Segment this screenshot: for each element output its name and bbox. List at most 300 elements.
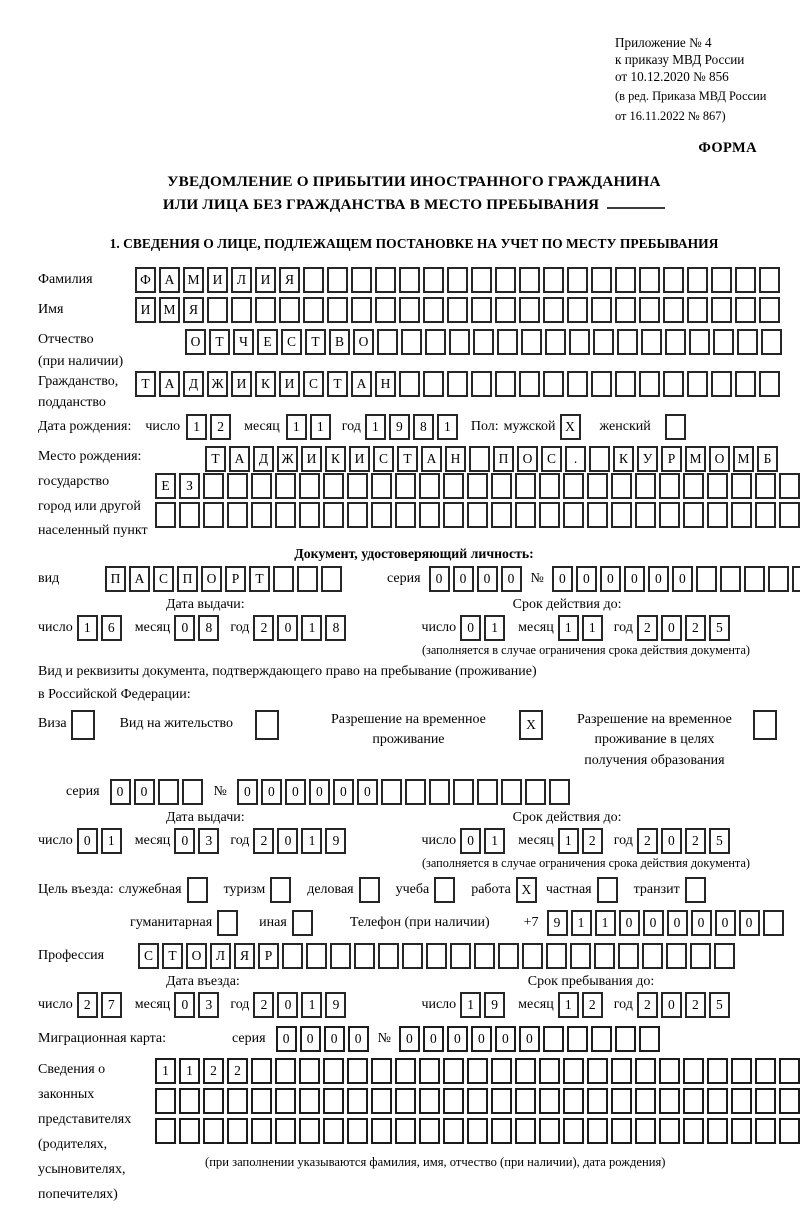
form-cell[interactable]: 0 — [277, 992, 298, 1018]
form-cell[interactable] — [443, 473, 464, 499]
form-cell[interactable]: 1 — [571, 910, 592, 936]
form-cell[interactable] — [251, 1118, 272, 1144]
form-cell[interactable]: Т — [209, 329, 230, 355]
form-cell[interactable] — [635, 502, 656, 528]
form-cell[interactable]: 0 — [600, 566, 621, 592]
form-cell[interactable] — [549, 779, 570, 805]
form-cell[interactable] — [687, 297, 708, 323]
form-cell[interactable] — [744, 566, 765, 592]
form-cell[interactable] — [155, 1088, 176, 1114]
form-cell[interactable]: X — [560, 414, 581, 440]
form-cell[interactable] — [589, 446, 610, 472]
form-cell[interactable] — [347, 1118, 368, 1144]
form-cell[interactable] — [591, 371, 612, 397]
form-cell[interactable] — [543, 1026, 564, 1052]
form-cell[interactable] — [563, 502, 584, 528]
form-cell[interactable] — [639, 371, 660, 397]
form-cell[interactable]: К — [613, 446, 634, 472]
form-cell[interactable] — [182, 779, 203, 805]
form-cell[interactable] — [419, 1088, 440, 1114]
form-cell[interactable]: X — [516, 877, 537, 903]
form-cell[interactable]: 0 — [624, 566, 645, 592]
form-cell[interactable] — [731, 473, 752, 499]
form-cell[interactable] — [563, 473, 584, 499]
form-cell[interactable] — [714, 943, 735, 969]
form-cell[interactable]: Я — [279, 267, 300, 293]
form-cell[interactable] — [299, 1088, 320, 1114]
form-cell[interactable] — [567, 267, 588, 293]
form-cell[interactable]: 1 — [301, 992, 322, 1018]
form-cell[interactable] — [303, 267, 324, 293]
form-cell[interactable] — [683, 473, 704, 499]
form-cell[interactable] — [755, 502, 776, 528]
form-cell[interactable]: У — [637, 446, 658, 472]
form-cell[interactable]: 0 — [501, 566, 522, 592]
form-cell[interactable] — [519, 267, 540, 293]
form-cell[interactable]: А — [351, 371, 372, 397]
form-cell[interactable] — [251, 473, 272, 499]
form-cell[interactable] — [273, 566, 294, 592]
form-cell[interactable] — [663, 297, 684, 323]
form-cell[interactable] — [519, 371, 540, 397]
form-cell[interactable] — [779, 1058, 800, 1084]
form-cell[interactable]: 0 — [619, 910, 640, 936]
form-cell[interactable] — [639, 1026, 660, 1052]
form-cell[interactable]: . — [565, 446, 586, 472]
form-cell[interactable]: 0 — [648, 566, 669, 592]
form-cell[interactable] — [449, 329, 470, 355]
form-cell[interactable] — [792, 566, 800, 592]
form-cell[interactable]: 2 — [253, 992, 274, 1018]
form-cell[interactable] — [755, 1058, 776, 1084]
form-cell[interactable]: 1 — [301, 615, 322, 641]
form-cell[interactable]: 1 — [301, 828, 322, 854]
form-cell[interactable] — [434, 877, 455, 903]
form-cell[interactable] — [471, 297, 492, 323]
form-cell[interactable] — [203, 473, 224, 499]
form-cell[interactable] — [275, 473, 296, 499]
form-cell[interactable] — [419, 502, 440, 528]
form-cell[interactable]: 1 — [179, 1058, 200, 1084]
form-cell[interactable] — [395, 1088, 416, 1114]
form-cell[interactable]: Р — [661, 446, 682, 472]
form-cell[interactable]: 0 — [237, 779, 258, 805]
form-cell[interactable]: Н — [445, 446, 466, 472]
form-cell[interactable] — [659, 1118, 680, 1144]
form-cell[interactable] — [474, 943, 495, 969]
form-cell[interactable]: 0 — [77, 828, 98, 854]
form-cell[interactable] — [587, 502, 608, 528]
form-cell[interactable] — [642, 943, 663, 969]
form-cell[interactable] — [371, 1118, 392, 1144]
form-cell[interactable]: 0 — [324, 1026, 345, 1052]
form-cell[interactable] — [299, 473, 320, 499]
form-cell[interactable]: М — [159, 297, 180, 323]
form-cell[interactable] — [567, 371, 588, 397]
form-cell[interactable] — [759, 371, 780, 397]
form-cell[interactable]: 5 — [709, 615, 730, 641]
form-cell[interactable] — [299, 1118, 320, 1144]
form-cell[interactable] — [539, 1088, 560, 1114]
form-cell[interactable]: Ж — [277, 446, 298, 472]
form-cell[interactable]: С — [138, 943, 159, 969]
form-cell[interactable] — [447, 297, 468, 323]
form-cell[interactable] — [539, 473, 560, 499]
form-cell[interactable] — [279, 297, 300, 323]
form-cell[interactable]: 8 — [413, 414, 434, 440]
form-cell[interactable] — [587, 473, 608, 499]
form-cell[interactable] — [563, 1088, 584, 1114]
form-cell[interactable] — [591, 267, 612, 293]
form-cell[interactable] — [227, 473, 248, 499]
form-cell[interactable]: 8 — [325, 615, 346, 641]
form-cell[interactable] — [731, 1058, 752, 1084]
form-cell[interactable] — [495, 267, 516, 293]
form-cell[interactable] — [755, 1118, 776, 1144]
form-cell[interactable]: 0 — [348, 1026, 369, 1052]
form-cell[interactable]: 0 — [477, 566, 498, 592]
form-cell[interactable] — [347, 1058, 368, 1084]
form-cell[interactable] — [665, 329, 686, 355]
form-cell[interactable]: 0 — [110, 779, 131, 805]
form-cell[interactable] — [299, 502, 320, 528]
form-cell[interactable]: И — [255, 267, 276, 293]
form-cell[interactable] — [491, 473, 512, 499]
form-cell[interactable] — [515, 502, 536, 528]
form-cell[interactable]: Е — [257, 329, 278, 355]
form-cell[interactable]: 0 — [691, 910, 712, 936]
form-cell[interactable] — [467, 1088, 488, 1114]
form-cell[interactable]: 3 — [198, 992, 219, 1018]
form-cell[interactable]: 0 — [661, 615, 682, 641]
form-cell[interactable]: 0 — [333, 779, 354, 805]
form-cell[interactable]: 0 — [174, 828, 195, 854]
form-cell[interactable] — [299, 1058, 320, 1084]
form-cell[interactable] — [711, 297, 732, 323]
form-cell[interactable] — [443, 1118, 464, 1144]
form-cell[interactable]: О — [185, 329, 206, 355]
form-cell[interactable] — [255, 710, 279, 740]
form-cell[interactable] — [587, 1058, 608, 1084]
form-cell[interactable]: 0 — [460, 828, 481, 854]
form-cell[interactable] — [659, 473, 680, 499]
form-cell[interactable] — [203, 1118, 224, 1144]
form-cell[interactable]: 1 — [437, 414, 458, 440]
form-cell[interactable] — [419, 473, 440, 499]
form-cell[interactable] — [635, 1058, 656, 1084]
form-cell[interactable]: Т — [249, 566, 270, 592]
form-cell[interactable]: 0 — [276, 1026, 297, 1052]
form-cell[interactable]: 1 — [558, 615, 579, 641]
form-cell[interactable]: 1 — [101, 828, 122, 854]
form-cell[interactable] — [351, 267, 372, 293]
form-cell[interactable] — [731, 502, 752, 528]
form-cell[interactable]: Я — [234, 943, 255, 969]
form-cell[interactable] — [419, 1058, 440, 1084]
form-cell[interactable] — [569, 329, 590, 355]
form-cell[interactable] — [297, 566, 318, 592]
form-cell[interactable] — [251, 502, 272, 528]
form-cell[interactable] — [251, 1058, 272, 1084]
form-cell[interactable] — [593, 329, 614, 355]
form-cell[interactable] — [423, 297, 444, 323]
form-cell[interactable]: 1 — [286, 414, 307, 440]
form-cell[interactable] — [477, 779, 498, 805]
form-cell[interactable] — [525, 779, 546, 805]
form-cell[interactable]: Т — [135, 371, 156, 397]
form-cell[interactable] — [491, 1058, 512, 1084]
form-cell[interactable] — [347, 473, 368, 499]
form-cell[interactable]: 7 — [101, 992, 122, 1018]
form-cell[interactable] — [594, 943, 615, 969]
form-cell[interactable] — [419, 1118, 440, 1144]
form-cell[interactable] — [611, 1088, 632, 1114]
form-cell[interactable]: 1 — [186, 414, 207, 440]
form-cell[interactable]: В — [329, 329, 350, 355]
form-cell[interactable] — [617, 329, 638, 355]
form-cell[interactable] — [330, 943, 351, 969]
form-cell[interactable]: 9 — [547, 910, 568, 936]
form-cell[interactable] — [731, 1088, 752, 1114]
form-cell[interactable] — [471, 371, 492, 397]
form-cell[interactable] — [498, 943, 519, 969]
form-cell[interactable] — [779, 1118, 800, 1144]
form-cell[interactable]: Т — [205, 446, 226, 472]
form-cell[interactable] — [567, 297, 588, 323]
form-cell[interactable] — [275, 502, 296, 528]
form-cell[interactable] — [665, 414, 686, 440]
form-cell[interactable] — [469, 446, 490, 472]
form-cell[interactable] — [521, 329, 542, 355]
form-cell[interactable]: Я — [183, 297, 204, 323]
form-cell[interactable] — [663, 267, 684, 293]
form-cell[interactable]: 9 — [325, 828, 346, 854]
form-cell[interactable] — [495, 297, 516, 323]
form-cell[interactable] — [685, 877, 706, 903]
form-cell[interactable] — [491, 1118, 512, 1144]
form-cell[interactable]: 2 — [685, 615, 706, 641]
form-cell[interactable] — [567, 1026, 588, 1052]
form-cell[interactable] — [543, 297, 564, 323]
form-cell[interactable]: 0 — [134, 779, 155, 805]
form-cell[interactable]: 0 — [447, 1026, 468, 1052]
form-cell[interactable] — [227, 1118, 248, 1144]
form-cell[interactable] — [231, 297, 252, 323]
form-cell[interactable] — [275, 1088, 296, 1114]
form-cell[interactable] — [515, 1058, 536, 1084]
form-cell[interactable]: Т — [162, 943, 183, 969]
form-cell[interactable] — [359, 877, 380, 903]
form-cell[interactable] — [423, 371, 444, 397]
form-cell[interactable] — [395, 473, 416, 499]
form-cell[interactable] — [371, 1088, 392, 1114]
form-cell[interactable]: Т — [305, 329, 326, 355]
form-cell[interactable] — [735, 267, 756, 293]
form-cell[interactable] — [543, 371, 564, 397]
form-cell[interactable] — [323, 1118, 344, 1144]
form-cell[interactable]: 1 — [595, 910, 616, 936]
form-cell[interactable] — [155, 502, 176, 528]
form-cell[interactable]: С — [541, 446, 562, 472]
form-cell[interactable] — [203, 502, 224, 528]
form-cell[interactable] — [587, 1118, 608, 1144]
form-cell[interactable]: 8 — [198, 615, 219, 641]
form-cell[interactable]: 0 — [174, 992, 195, 1018]
form-cell[interactable] — [371, 502, 392, 528]
form-cell[interactable]: Е — [155, 473, 176, 499]
form-cell[interactable] — [399, 297, 420, 323]
form-cell[interactable]: 0 — [174, 615, 195, 641]
form-cell[interactable]: 9 — [484, 992, 505, 1018]
form-cell[interactable] — [179, 502, 200, 528]
form-cell[interactable] — [711, 371, 732, 397]
form-cell[interactable] — [425, 329, 446, 355]
form-cell[interactable] — [690, 943, 711, 969]
form-cell[interactable] — [539, 502, 560, 528]
form-cell[interactable] — [666, 943, 687, 969]
form-cell[interactable] — [615, 1026, 636, 1052]
form-cell[interactable] — [755, 1088, 776, 1114]
form-cell[interactable] — [641, 329, 662, 355]
form-cell[interactable]: 1 — [484, 615, 505, 641]
form-cell[interactable] — [321, 566, 342, 592]
form-cell[interactable] — [378, 943, 399, 969]
form-cell[interactable] — [707, 502, 728, 528]
form-cell[interactable]: П — [105, 566, 126, 592]
form-cell[interactable] — [563, 1118, 584, 1144]
form-cell[interactable]: С — [281, 329, 302, 355]
form-cell[interactable] — [591, 297, 612, 323]
form-cell[interactable] — [587, 1088, 608, 1114]
form-cell[interactable] — [635, 1118, 656, 1144]
form-cell[interactable]: 0 — [309, 779, 330, 805]
form-cell[interactable]: 2 — [637, 615, 658, 641]
form-cell[interactable] — [545, 329, 566, 355]
form-cell[interactable]: 0 — [672, 566, 693, 592]
form-cell[interactable] — [611, 1058, 632, 1084]
form-cell[interactable]: 0 — [429, 566, 450, 592]
form-cell[interactable] — [635, 473, 656, 499]
form-cell[interactable] — [402, 943, 423, 969]
form-cell[interactable]: Р — [225, 566, 246, 592]
form-cell[interactable]: 0 — [285, 779, 306, 805]
form-cell[interactable]: И — [135, 297, 156, 323]
form-cell[interactable] — [275, 1118, 296, 1144]
form-cell[interactable] — [443, 1058, 464, 1084]
form-cell[interactable] — [187, 877, 208, 903]
form-cell[interactable] — [227, 502, 248, 528]
form-cell[interactable] — [292, 910, 313, 936]
form-cell[interactable]: Б — [757, 446, 778, 472]
form-cell[interactable]: Т — [327, 371, 348, 397]
form-cell[interactable]: 2 — [203, 1058, 224, 1084]
form-cell[interactable]: 0 — [661, 828, 682, 854]
form-cell[interactable] — [323, 1058, 344, 1084]
form-cell[interactable] — [779, 502, 800, 528]
form-cell[interactable]: Ч — [233, 329, 254, 355]
form-cell[interactable] — [707, 473, 728, 499]
form-cell[interactable] — [323, 473, 344, 499]
form-cell[interactable]: 0 — [715, 910, 736, 936]
form-cell[interactable] — [251, 1088, 272, 1114]
form-cell[interactable] — [522, 943, 543, 969]
form-cell[interactable]: О — [517, 446, 538, 472]
form-cell[interactable] — [155, 1118, 176, 1144]
form-cell[interactable] — [663, 371, 684, 397]
form-cell[interactable] — [471, 267, 492, 293]
form-cell[interactable]: О — [353, 329, 374, 355]
form-cell[interactable] — [515, 1088, 536, 1114]
form-cell[interactable]: Д — [183, 371, 204, 397]
form-cell[interactable] — [227, 1088, 248, 1114]
form-cell[interactable] — [447, 371, 468, 397]
form-cell[interactable] — [270, 877, 291, 903]
form-cell[interactable] — [683, 1058, 704, 1084]
form-cell[interactable] — [543, 267, 564, 293]
form-cell[interactable] — [737, 329, 758, 355]
form-cell[interactable]: 2 — [637, 992, 658, 1018]
form-cell[interactable]: К — [325, 446, 346, 472]
form-cell[interactable] — [515, 473, 536, 499]
form-cell[interactable]: С — [373, 446, 394, 472]
form-cell[interactable]: О — [201, 566, 222, 592]
form-cell[interactable]: 0 — [643, 910, 664, 936]
form-cell[interactable]: П — [177, 566, 198, 592]
form-cell[interactable]: 5 — [709, 828, 730, 854]
form-cell[interactable]: А — [129, 566, 150, 592]
form-cell[interactable] — [768, 566, 789, 592]
form-cell[interactable]: С — [303, 371, 324, 397]
form-cell[interactable] — [453, 779, 474, 805]
form-cell[interactable]: 1 — [77, 615, 98, 641]
form-cell[interactable] — [371, 473, 392, 499]
form-cell[interactable] — [539, 1058, 560, 1084]
form-cell[interactable]: Д — [253, 446, 274, 472]
form-cell[interactable] — [491, 1088, 512, 1114]
form-cell[interactable] — [755, 473, 776, 499]
form-cell[interactable] — [158, 779, 179, 805]
form-cell[interactable] — [375, 297, 396, 323]
form-cell[interactable]: 6 — [101, 615, 122, 641]
form-cell[interactable]: 3 — [198, 828, 219, 854]
form-cell[interactable] — [687, 267, 708, 293]
form-cell[interactable]: 2 — [637, 828, 658, 854]
form-cell[interactable] — [611, 502, 632, 528]
form-cell[interactable] — [759, 267, 780, 293]
form-cell[interactable] — [735, 371, 756, 397]
form-cell[interactable]: А — [229, 446, 250, 472]
form-cell[interactable] — [683, 1118, 704, 1144]
form-cell[interactable] — [611, 1118, 632, 1144]
form-cell[interactable]: 2 — [582, 828, 603, 854]
form-cell[interactable]: 0 — [519, 1026, 540, 1052]
form-cell[interactable] — [443, 1088, 464, 1114]
form-cell[interactable]: Л — [210, 943, 231, 969]
form-cell[interactable] — [611, 473, 632, 499]
form-cell[interactable]: М — [183, 267, 204, 293]
form-cell[interactable] — [323, 502, 344, 528]
form-cell[interactable] — [563, 1058, 584, 1084]
form-cell[interactable]: М — [685, 446, 706, 472]
form-cell[interactable] — [275, 1058, 296, 1084]
form-cell[interactable]: 0 — [471, 1026, 492, 1052]
form-cell[interactable] — [351, 297, 372, 323]
form-cell[interactable]: Ф — [135, 267, 156, 293]
form-cell[interactable] — [467, 502, 488, 528]
form-cell[interactable] — [473, 329, 494, 355]
form-cell[interactable]: 2 — [685, 992, 706, 1018]
form-cell[interactable] — [443, 502, 464, 528]
